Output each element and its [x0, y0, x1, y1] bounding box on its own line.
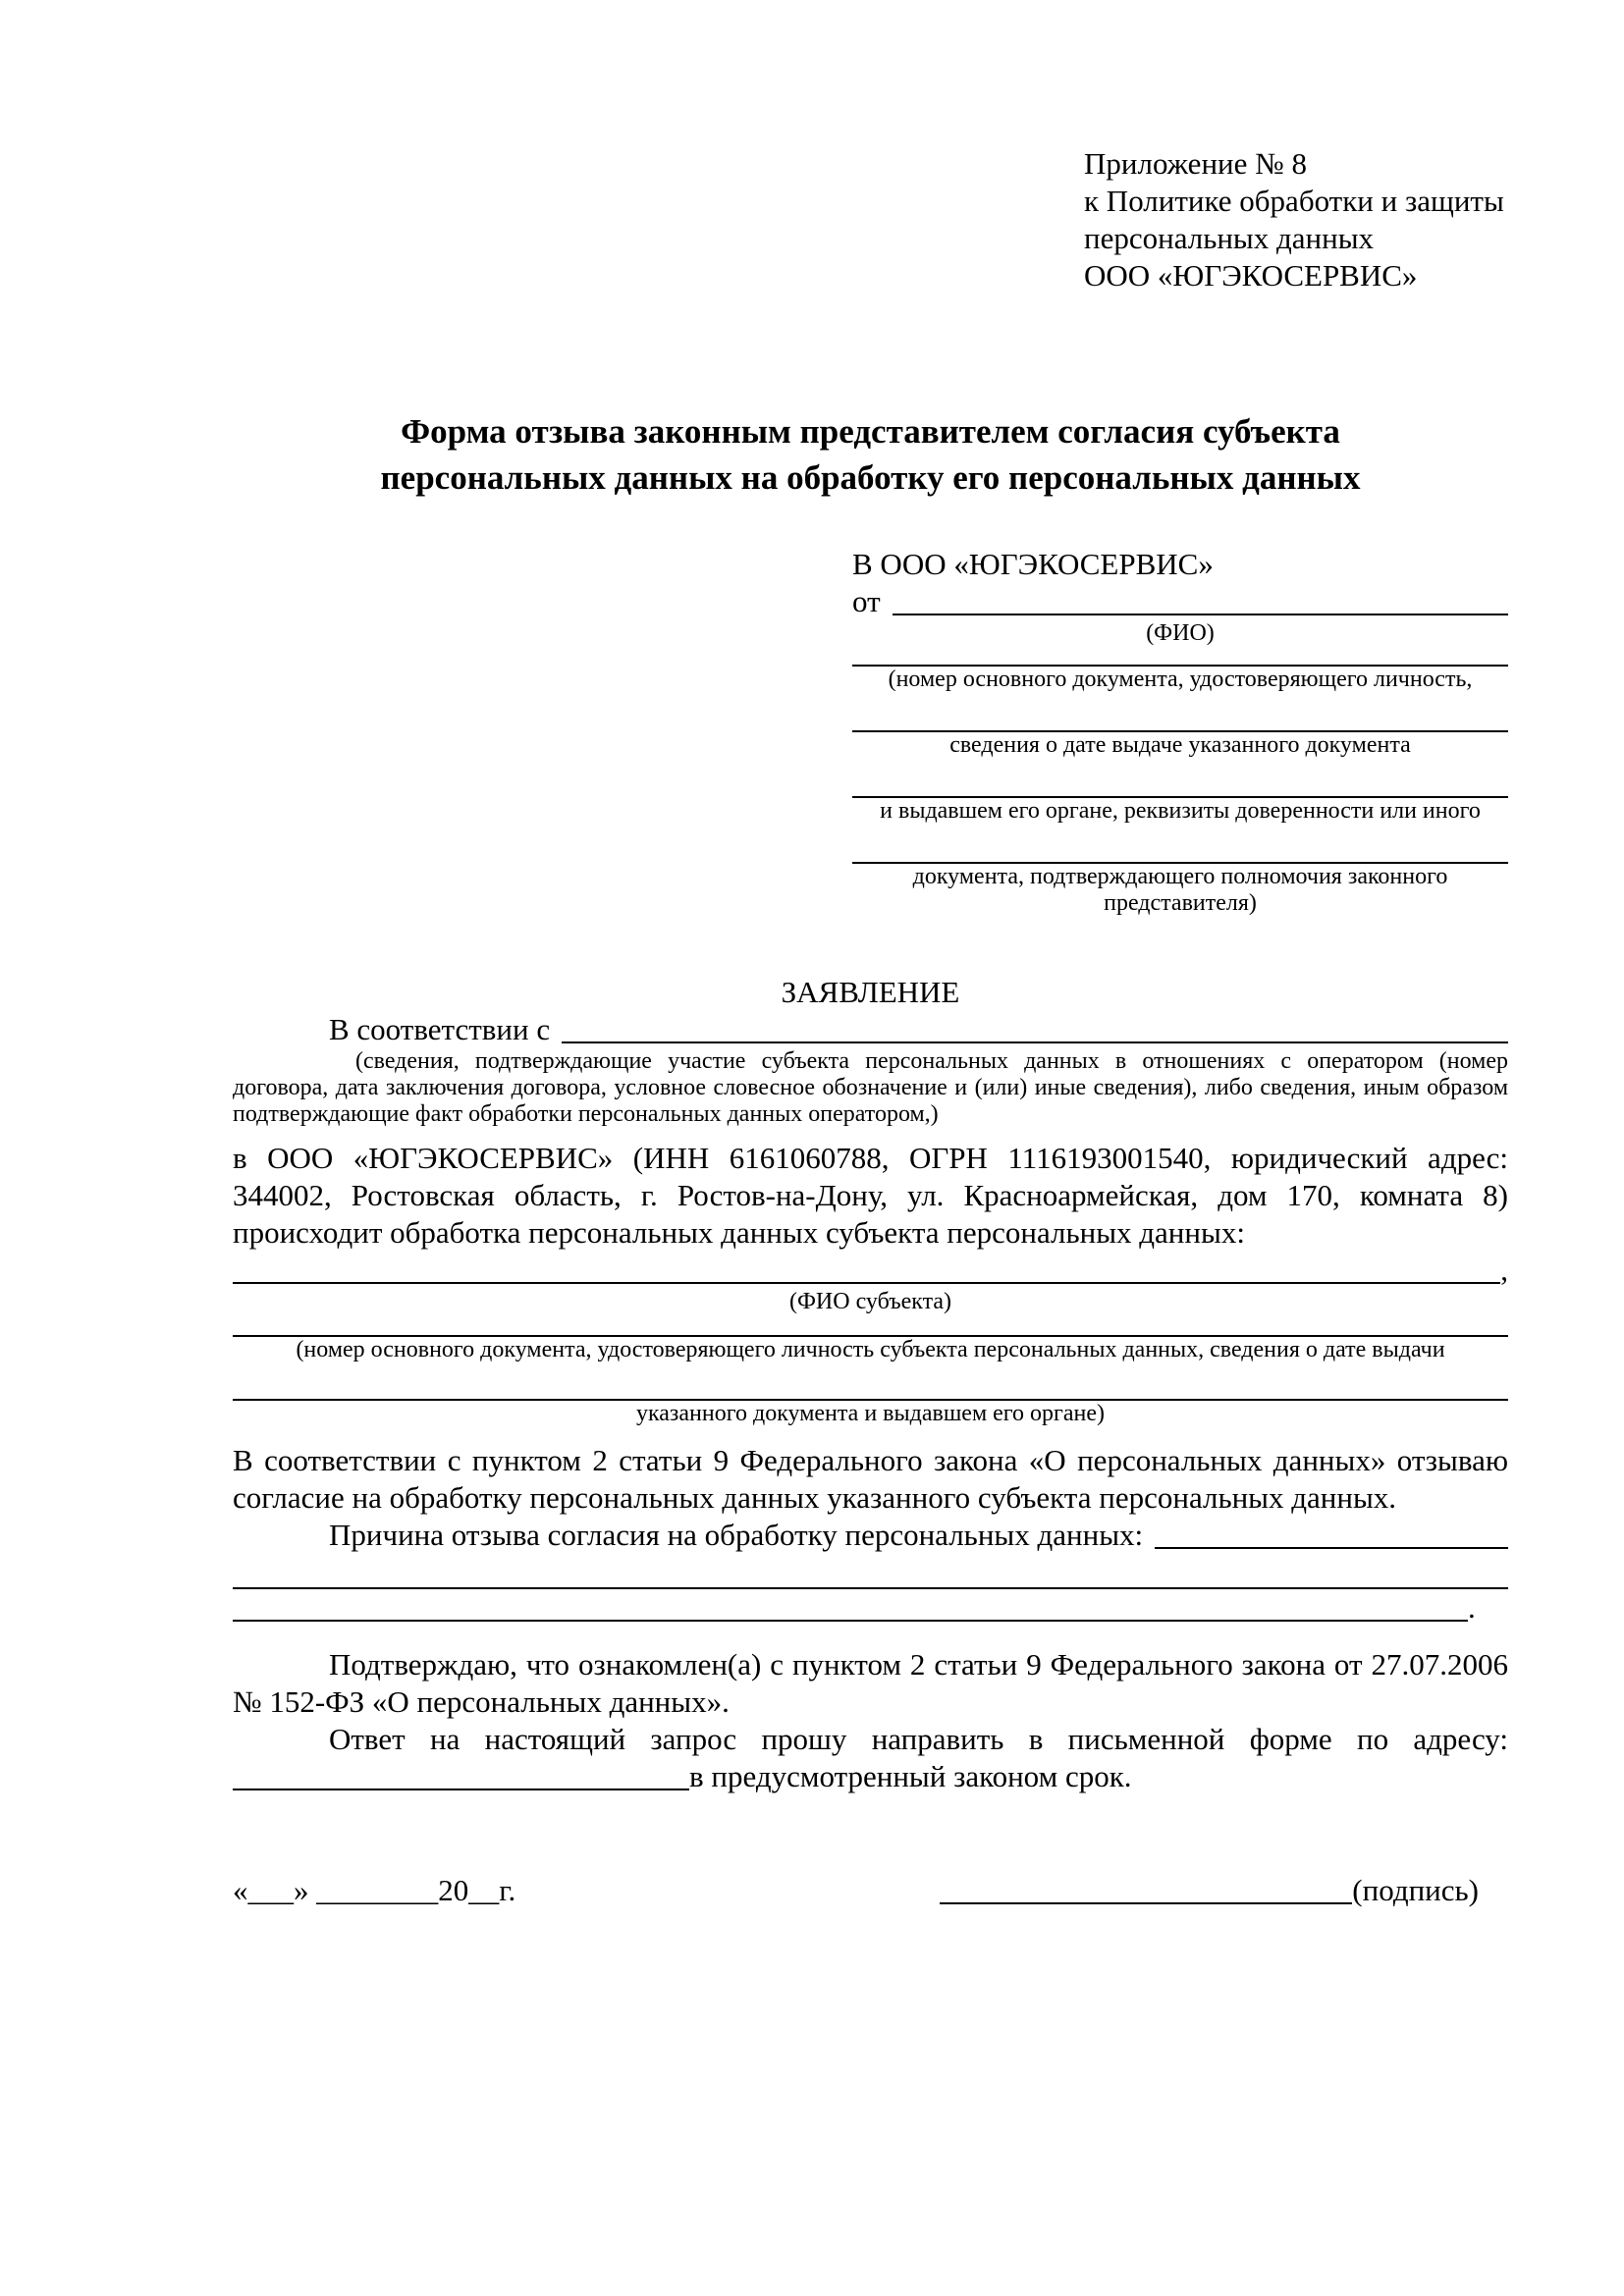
- subject-fio-comma: ,: [1500, 1253, 1508, 1287]
- representative-doc-caption-3: и выдавшем его органе, реквизиты доверенности или иного: [880, 798, 1481, 824]
- appendix-line: Приложение № 8: [1084, 146, 1307, 181]
- signature-field[interactable]: [940, 1872, 1352, 1904]
- operator-paragraph: в ООО «ЮГЭКОСЕРВИС» (ИНН 6161060788, ОГРН 1116193001540, юридический адрес: 344002, Ростовская область, г. Ростов-на-Дону, ул. Красноармейская, дом 170, комната 8) происходит обработка персональных данных субъекта персональных данных:: [233, 1141, 1508, 1250]
- reply-address-row: [233, 1758, 1508, 1795]
- from-row: [852, 583, 1508, 620]
- addressee-block: [852, 546, 1508, 917]
- reason-row: [233, 1517, 1508, 1554]
- reply-suffix: в предусмотренный законом срок.: [689, 1759, 1132, 1793]
- date-line: «___» ________20__г.: [233, 1873, 516, 1907]
- representative-doc-caption-2: сведения о дате выдаче указанного документа: [949, 732, 1411, 758]
- reason-extra-field-2[interactable]: [233, 1589, 1468, 1622]
- fio-caption: (ФИО): [1146, 620, 1215, 646]
- document-title-line-2: персональных данных на обработку его персональных данных: [380, 458, 1361, 497]
- subject-doc-field-1[interactable]: [233, 1315, 1508, 1337]
- confirm-paragraph: Подтверждаю, что ознакомлен(а) с пунктом 2 статьи 9 Федерального закона от 27.07.2006 № 152-ФЗ «О персональных данных».: [233, 1647, 1508, 1719]
- reason-extra-field-1[interactable]: [233, 1554, 1508, 1589]
- appendix-line: персональных данных: [1084, 221, 1375, 255]
- subject-doc-caption-2: указанного документа и выдавшем его органе): [635, 1401, 1106, 1426]
- appendix-line: к Политике обработки и защиты: [1084, 184, 1504, 218]
- reason-period: .: [1468, 1590, 1476, 1625]
- representative-fio-field[interactable]: [893, 583, 1508, 615]
- reason-extra-row-2: [233, 1589, 1508, 1627]
- reason-label: Причина отзыва согласия на обработку персональных данных:: [329, 1518, 1144, 1552]
- intro-caption: (сведения, подтверждающие участие субъекта персональных данных в отношениях с оператором (номер договора, дата заключения договора, условное словесное обозначение и (или) иные сведения), либо сведения, иным образом подтверждающие факт обработки персональных данных оператором,): [233, 1048, 1508, 1127]
- representative-doc-caption-1: (номер основного документа, удостоверяющего личность,: [888, 667, 1473, 692]
- basis-field[interactable]: [562, 1011, 1508, 1043]
- intro-row: [233, 1011, 1508, 1048]
- subject-doc-caption-1: (номер основного документа, удостоверяющего личность субъекта персональных данных, сведения о дате выдачи: [296, 1337, 1445, 1362]
- intro-label: В соответствии с: [329, 1012, 551, 1046]
- appendix-line: ООО «ЮГЭКОСЕРВИС»: [1084, 258, 1418, 293]
- addressee-company: В ООО «ЮГЭКОСЕРВИС»: [852, 547, 1214, 581]
- withdraw-paragraph: В соответствии с пунктом 2 статьи 9 Федерального закона «О персональных данных» отзываю согласие на обработку персональных данных указанного субъекта персональных данных.: [233, 1443, 1508, 1515]
- document-title-line-1: Форма отзыва законным представителем согласия субъекта: [401, 412, 1340, 451]
- subject-doc-field-2[interactable]: [233, 1363, 1508, 1401]
- representative-doc-field-3[interactable]: [852, 759, 1508, 798]
- reply-paragraph: Ответ на настоящий запрос прошу направить в письменной форме по адресу:: [329, 1722, 1508, 1756]
- reason-field[interactable]: [1155, 1517, 1508, 1549]
- subject-fio-field[interactable]: [233, 1252, 1500, 1284]
- representative-doc-field-4[interactable]: [852, 825, 1508, 864]
- footer-row: [233, 1872, 1508, 1909]
- representative-doc-caption-4: документа, подтверждающего полномочия законного представителя): [912, 864, 1448, 916]
- reply-address-field[interactable]: [233, 1758, 689, 1790]
- representative-doc-field-2[interactable]: [852, 693, 1508, 732]
- representative-doc-field-group: [852, 647, 1508, 917]
- signature-group: [940, 1872, 1479, 1909]
- document-title: [233, 408, 1508, 501]
- appendix-block: [1084, 145, 1508, 294]
- signature-caption: (подпись): [1352, 1873, 1479, 1907]
- from-label: от: [852, 584, 881, 618]
- subject-fio-row: [233, 1252, 1508, 1289]
- subject-fio-caption: (ФИО субъекта): [788, 1289, 952, 1314]
- representative-doc-field-1[interactable]: [852, 647, 1508, 667]
- statement-heading: ЗАЯВЛЕНИЕ: [781, 975, 960, 1009]
